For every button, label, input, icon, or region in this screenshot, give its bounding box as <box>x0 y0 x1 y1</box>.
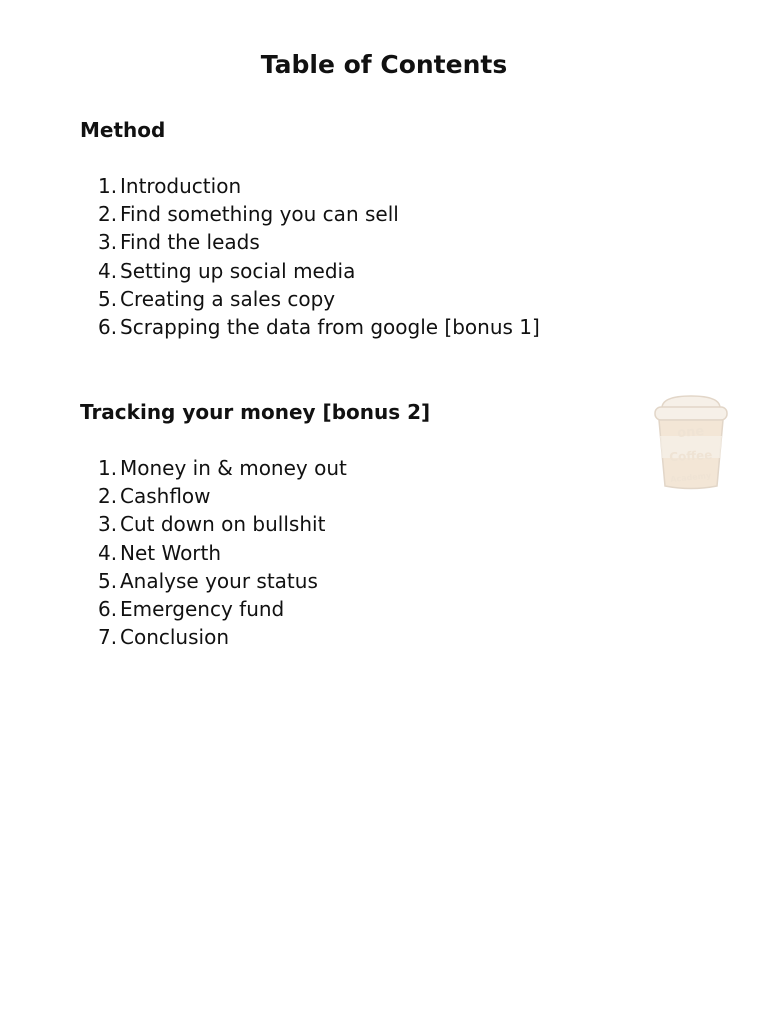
toc-item-label: Cut down on bullshit <box>120 512 326 537</box>
toc-item-number: 4. <box>98 540 118 565</box>
toc-item-number: 6. <box>98 597 118 622</box>
toc-item-label: Analyse your status <box>120 568 318 593</box>
toc-item-label: Net Worth <box>120 540 222 565</box>
toc-item-label: Cashflow <box>120 484 211 509</box>
toc-item <box>98 257 540 285</box>
coffee-cup-icon <box>650 392 732 492</box>
toc-item-number: 5. <box>98 286 118 311</box>
logo-text-one: one <box>676 424 705 441</box>
toc-item <box>98 482 347 510</box>
toc-item-number: 1. <box>98 174 118 198</box>
toc-item-number: 4. <box>98 258 118 283</box>
toc-item <box>98 623 347 651</box>
toc-item-number: 6. <box>98 315 118 340</box>
toc-item-label: Conclusion <box>120 625 229 650</box>
logo-text-coffee: Coffee <box>668 447 713 465</box>
toc-item-number: 5. <box>98 568 118 593</box>
toc-item-label: Find the leads <box>120 230 260 255</box>
toc-item <box>98 567 347 595</box>
toc-item-label: Find something you can sell <box>120 202 399 227</box>
page-title: Table of Contents <box>260 50 508 79</box>
toc-item <box>98 228 540 256</box>
cup-lid <box>662 396 720 408</box>
toc-item <box>98 510 347 538</box>
toc-item-number: 1. <box>98 456 118 480</box>
toc-item-label: Creating a sales copy <box>120 286 336 311</box>
coffee-cup-logo <box>650 392 732 492</box>
toc-list-method <box>98 172 540 341</box>
toc-item-label: Scrapping the data from google [bonus 1] <box>120 315 540 340</box>
toc-item <box>98 313 540 341</box>
toc-item-label: Emergency fund <box>120 597 285 622</box>
toc-item <box>98 539 347 567</box>
toc-item <box>98 285 540 313</box>
toc-item-label: Introduction <box>120 174 242 198</box>
toc-item-label: Setting up social media <box>120 258 356 283</box>
toc-item-number: 2. <box>98 202 118 227</box>
toc-item-number: 7. <box>98 625 118 650</box>
toc-item <box>98 200 540 228</box>
toc-item-label: Money in & money out <box>120 456 347 480</box>
toc-item <box>98 172 540 200</box>
logo-text-academy: Academy <box>669 470 712 485</box>
toc-list-tracking <box>98 454 347 651</box>
section-heading-method: Method <box>80 118 166 142</box>
toc-item <box>98 454 347 482</box>
toc-item-number: 3. <box>98 512 118 537</box>
toc-item-number: 2. <box>98 484 118 509</box>
toc-item <box>98 595 347 623</box>
cup-lid-rim <box>655 407 727 420</box>
section-heading-tracking: Tracking your money [bonus 2] <box>80 400 431 424</box>
toc-item-number: 3. <box>98 230 118 255</box>
